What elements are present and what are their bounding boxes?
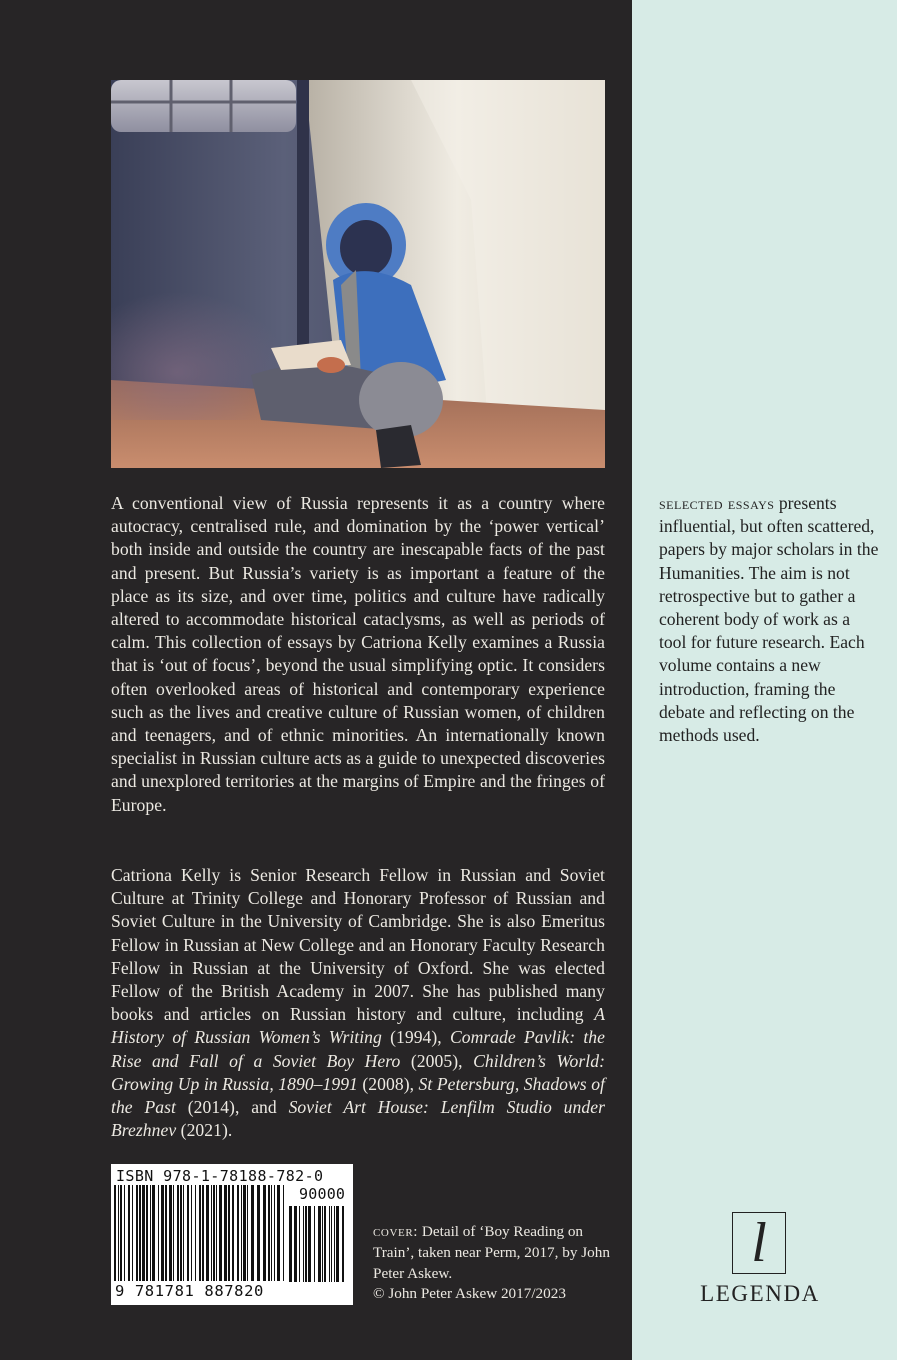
barcode-bar: [161, 1185, 164, 1281]
price-code: 90000: [299, 1185, 346, 1203]
legenda-logo-mark: [732, 1212, 786, 1274]
barcode-bar: [139, 1185, 141, 1281]
isbn-barcode: [111, 1164, 353, 1305]
barcode-bar: [150, 1185, 151, 1281]
cover-photo: [111, 80, 605, 468]
barcode-bar: [257, 1185, 260, 1281]
cover-credit: [373, 1222, 618, 1305]
barcode-bar: [118, 1185, 119, 1281]
barcode-bar: [211, 1185, 212, 1281]
barcode-bar: [283, 1185, 284, 1281]
book-title: Soviet Art House: Lenfilm Studio under Brezhnev: [111, 1097, 605, 1141]
barcode-bar: [303, 1206, 304, 1282]
barcode-bar: [294, 1206, 297, 1282]
author-bio-intro: Catriona Kelly is Senior Research Fellow in Russian and Soviet Culture at Trinity College and Honorary Professor of Russian and Soviet Culture in the University of Cambridge. She is also Emeritus Fellow in Russian at New College and an Honorary Faculty Research Fellow in Russian at the University of Oxford. She was elected Fellow of the British Academy in 2007. She has published many books and articles on Russian history and culture, including: [111, 865, 605, 1025]
isbn-label: ISBN 978-1-78188-782-0: [116, 1167, 324, 1185]
barcode-bar: [268, 1185, 270, 1281]
book-title: St Petersburg, Shadows of the Past: [111, 1073, 605, 1118]
barcode-bar: [213, 1185, 215, 1281]
barcode-bar: [331, 1206, 332, 1282]
barcode-bar: [124, 1185, 125, 1281]
publisher-name: LEGENDA: [700, 1281, 820, 1306]
book-title: Children’s World: Growing Up in Russia, 1890–1991: [111, 1050, 605, 1094]
book-year: (2008),: [357, 1073, 419, 1094]
barcode-bar: [271, 1185, 272, 1281]
barcode-bar: [334, 1206, 335, 1282]
barcode-bar: [142, 1185, 145, 1281]
barcode-bar: [277, 1185, 280, 1281]
barcode-bar: [263, 1185, 266, 1281]
cover-credit-text: Detail of ‘Boy Reading on Train’, taken near Perm, 2017, by John Peter Askew.: [373, 1223, 610, 1282]
barcode-bar: [251, 1185, 254, 1281]
barcode-bar: [237, 1185, 239, 1281]
barcode-bar: [318, 1206, 321, 1282]
barcode-bar: [146, 1185, 148, 1281]
series-text: presents influential, but often scattered, papers by major scholars in the Humanities. The aim is not retrospective but to gather a coherent body of work as a tool for future research. Each volume contains a new introduction, framing the debate and reflecting on the methods used.: [659, 493, 879, 746]
barcode-bar: [120, 1185, 122, 1281]
barcode-bars: [114, 1185, 286, 1281]
barcode-bar: [195, 1185, 196, 1281]
barcode-bar: [322, 1206, 323, 1282]
book-title: Comrade Pavlik: the Rise and Fall of a Soviet Boy Hero: [111, 1027, 605, 1071]
barcode-bar: [241, 1185, 242, 1281]
barcode-bar: [274, 1185, 275, 1281]
barcode-bar: [173, 1185, 174, 1281]
barcode-addon-bars: [289, 1206, 349, 1282]
barcode-bar: [202, 1185, 204, 1281]
author-bio: [111, 864, 605, 1142]
barcode-bar: [158, 1185, 159, 1281]
barcode-bar: [308, 1206, 311, 1282]
barcode-bar: [299, 1206, 300, 1282]
barcode-bar: [165, 1185, 167, 1281]
barcode-bar: [183, 1185, 184, 1281]
barcode-bar: [329, 1206, 330, 1282]
legenda-logo-letter: l: [751, 1212, 767, 1274]
barcode-bar: [187, 1185, 189, 1281]
barcode-bar: [305, 1206, 307, 1282]
book-title: A History of Russian Women’s Writing: [111, 1004, 605, 1048]
barcode-bar: [132, 1185, 133, 1281]
barcode-bar: [114, 1185, 116, 1281]
barcode-bar: [128, 1185, 130, 1281]
barcode-bar: [232, 1185, 234, 1281]
barcode-bar: [199, 1185, 201, 1281]
series-description: [659, 492, 881, 747]
book-blurb: A conventional view of Russia represents it as a country where autocracy, centralised rule, and domination by the ‘power vertical’ both inside and outside the country are inescapable facts of the past and present. But Russia’s variety is as important a feature of the place as its size, and over time, politics and culture have radically altered to accommodate historical cataclysms, as well as periods of calm. This collection of essays by Catriona Kelly examines a Russia that is ‘out of focus’, beyond the usual simplifying optic. It considers often overlooked areas of historical and contemporary experience such as the lives and creative culture of Russian women, of children and teenagers, and of ethnic minorities. An internationally known specialist in Russian culture acts as a guide to unexpected discoveries and unexplored territories at the margins of Empire and the fringes of Europe.: [111, 493, 605, 815]
cover-copyright: © John Peter Askew 2017/2023: [373, 1285, 566, 1303]
barcode-bar: [228, 1185, 230, 1281]
barcode-bar: [206, 1185, 209, 1281]
book-year: (2005),: [400, 1050, 474, 1071]
cover-credit-label: cover:: [373, 1223, 419, 1240]
barcode-bar: [191, 1185, 192, 1281]
barcode-bar: [219, 1185, 222, 1281]
barcode-bar: [177, 1185, 179, 1281]
barcode-bar: [243, 1185, 246, 1281]
series-name: selected essays: [659, 493, 775, 513]
barcode-bar: [216, 1185, 217, 1281]
barcode-bar: [169, 1185, 172, 1281]
book-year: (2021).: [176, 1120, 233, 1141]
barcode-bar: [324, 1206, 326, 1282]
barcode-bar: [289, 1206, 292, 1282]
book-year: (1994),: [381, 1027, 450, 1048]
barcode-bar: [224, 1185, 227, 1281]
barcode-bar: [314, 1206, 315, 1282]
barcode-bar: [342, 1206, 344, 1282]
barcode-bar: [180, 1185, 182, 1281]
book-year: (2014), and: [175, 1097, 289, 1118]
barcode-bar: [136, 1185, 138, 1281]
isbn-digits: 9 781781 887820: [115, 1282, 264, 1300]
barcode-bar: [152, 1185, 155, 1281]
barcode-bar: [336, 1206, 339, 1282]
barcode-bar: [247, 1185, 248, 1281]
